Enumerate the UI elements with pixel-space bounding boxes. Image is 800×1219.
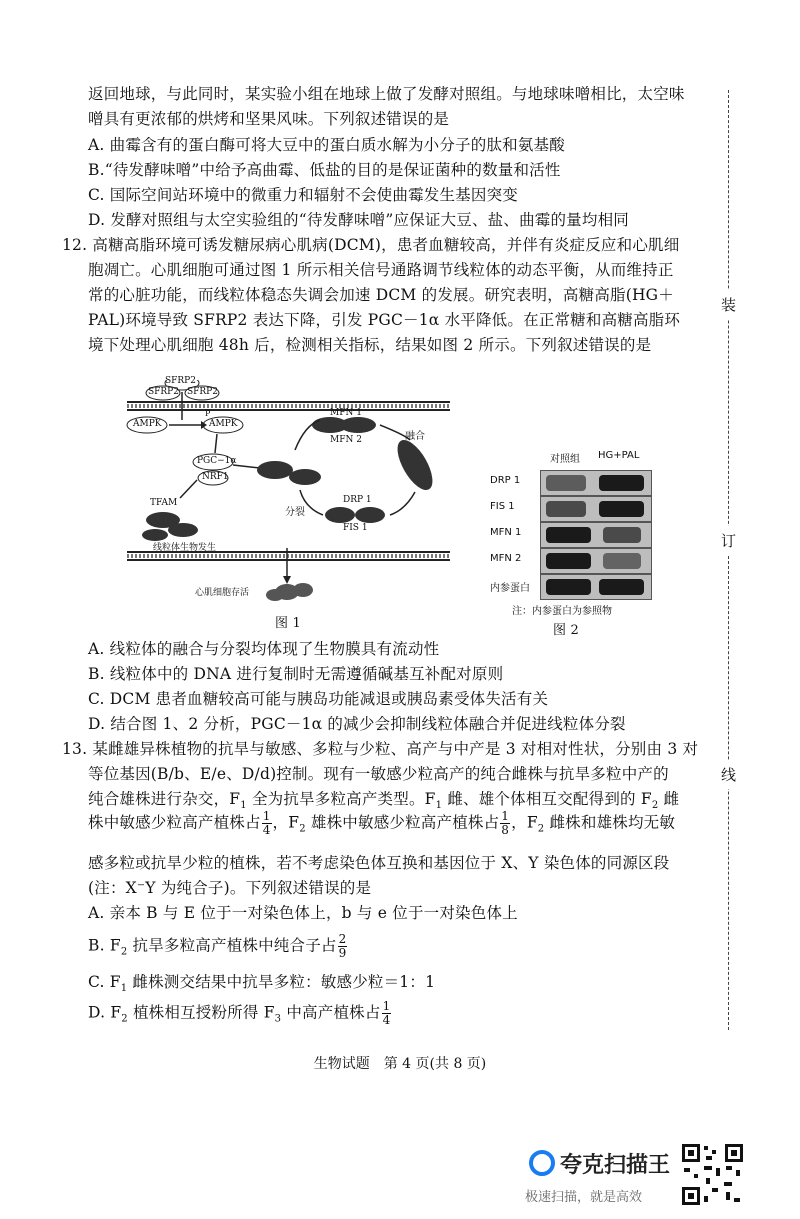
numerator: 2 — [338, 932, 347, 946]
watermark-slogan: 极速扫描，就是高效 — [525, 1190, 643, 1205]
blot-lane — [540, 470, 652, 496]
fig1-pgc: PGC−1α — [197, 456, 237, 466]
fig1-sfrp2-right: SFRP2 — [187, 387, 218, 397]
subscript: 3 — [274, 1013, 282, 1025]
blot-lane — [540, 574, 652, 600]
blot-band — [546, 579, 591, 595]
fig1-nrf1: NRF1 — [202, 472, 229, 482]
q11-option-a: A. 曲霉含有的蛋白酶可将大豆中的蛋白质水解为小分子的肽和氨基酸 — [88, 136, 565, 154]
fig2-col-control: 对照组 — [550, 454, 580, 465]
subscript: 1 — [120, 983, 128, 995]
numerator: 1 — [382, 999, 391, 1013]
q12-option-b: B. 线粒体中的 DNA 进行复制时无需遵循碱基互补配对原则 — [88, 665, 504, 683]
denominator: 8 — [501, 823, 510, 837]
figure-1 — [125, 376, 455, 605]
q13-text: ，F — [511, 813, 538, 832]
q13-line-4 — [88, 810, 675, 837]
fraction-1-4 — [262, 810, 272, 837]
fig1-fusion: 融合 — [405, 431, 425, 442]
q13-text: 雌 — [658, 790, 680, 808]
subscript: 2 — [651, 800, 659, 812]
q12-option-d: D. 结合图 1、2 分析，PGC－1α 的减少会抑制线粒体融合并促进线粒体分裂 — [88, 715, 626, 733]
q13-option-c — [88, 970, 435, 994]
q12-line-2: 胞凋亡。心肌细胞可通过图 1 所示相关信号通路调节线粒体的动态平衡，从而维持正 — [88, 261, 674, 279]
q13-line-1: 13. 某雌雄异株植物的抗旱与敏感、多粒与少粒、高产与中产是 3 对相对性状，分别由 3 对 — [62, 740, 699, 758]
q13-option-b — [88, 933, 348, 960]
binding-label-ding: 订 — [721, 526, 736, 555]
q12-line-5: 境下处理心肌细胞 48h 后，检测相关指标，结果如图 2 所示。下列叙述错误的是 — [88, 336, 652, 354]
blot-band — [546, 553, 591, 569]
fraction-1-8 — [500, 810, 510, 837]
q13-text: 全为抗旱多粒高产类型。F — [246, 790, 436, 808]
blot-band — [599, 501, 644, 517]
fig1-ampk: AMPK — [133, 419, 162, 429]
denominator: 9 — [338, 946, 347, 960]
fig1-phospho: P — [205, 409, 211, 418]
blot-band — [599, 579, 644, 595]
fig1-tfam: TFAM — [150, 498, 178, 508]
fig2-row-fis1 — [490, 496, 650, 522]
fig2-row-internal — [490, 574, 650, 600]
blot-band — [546, 501, 586, 517]
subscript: 2 — [299, 823, 306, 835]
q13-option-d — [88, 1000, 392, 1027]
fig2-row-drp1 — [490, 470, 650, 496]
fig1-mfn2: MFN 2 — [330, 435, 362, 445]
fig1-p-ampk: AMPK — [209, 419, 238, 429]
binding-dashed-line — [728, 90, 729, 1030]
q13-text: C. F — [88, 973, 121, 991]
numerator: 1 — [501, 809, 510, 823]
fig1-fission: 分裂 — [285, 507, 305, 518]
blot-band — [599, 475, 644, 491]
blot-band — [546, 475, 586, 491]
subscript: 1 — [240, 800, 247, 812]
fig1-mfn1: MFN 1 — [330, 408, 362, 418]
page-footer: 生物试题 第 4 页(共 8 页) — [313, 1056, 487, 1072]
figure-2-caption: 图 2 — [553, 623, 580, 638]
watermark-brand: 夸克扫描王 — [560, 1153, 671, 1178]
intro-line-2: 噌具有更浓郁的烘烤和坚果风味。下列叙述错误的是 — [88, 110, 450, 128]
q13-text: 抗旱多粒高产植株中纯合子占 — [127, 936, 337, 955]
fig2-row-label: DRP 1 — [490, 475, 521, 486]
fig2-row-label: MFN 2 — [490, 553, 522, 564]
figure-1-caption: 图 1 — [275, 616, 302, 631]
q11-option-d: D. 发酵对照组与太空实验组的“待发酵味噌”应保证大豆、盐、曲霉的量均相同 — [88, 211, 629, 229]
blot-lane — [540, 522, 652, 548]
q11-option-c: C. 国际空间站环境中的微重力和辐射不会使曲霉发生基因突变 — [88, 186, 518, 204]
fraction-2-9 — [338, 933, 348, 960]
blot-band — [603, 553, 641, 569]
quark-logo-icon — [529, 1150, 555, 1176]
q13-text: ，F — [272, 813, 300, 832]
fig1-sfrp2-top: SFRP2 — [165, 376, 196, 386]
fig1-survival: 心肌细胞存活 — [195, 588, 250, 598]
q12-line-1: 12. 高糖高脂环境可诱发糖尿病心肌病(DCM)，患者血糖较高，并伴有炎症反应和心肌细 — [62, 236, 680, 254]
q13-option-a: A. 亲本 B 与 E 位于一对染色体上，b 与 e 位于一对染色体上 — [88, 904, 518, 922]
q13-text: 中高产植株占 — [281, 1003, 381, 1022]
fig2-row-label: FIS 1 — [490, 501, 515, 512]
q13-text: 纯合雄株进行杂交，F — [88, 790, 241, 808]
q13-line-2: 等位基因(B/b、E/e、D/d)控制。现有一敏感少粒高产的纯合雌株与抗旱多粒中产的 — [88, 765, 669, 783]
q13-text: 植株相互授粉所得 F — [127, 1003, 275, 1022]
intro-line-1: 返回地球，与此同时，某实验小组在地球上做了发酵对照组。与地球味噌相比，太空味 — [88, 85, 685, 103]
fraction-1-4 — [382, 1000, 392, 1027]
q13-text: 雌株测交结果中抗旱多粒：敏感少粒＝1：1 — [127, 973, 436, 991]
fig2-row-mfn1 — [490, 522, 650, 548]
numerator: 1 — [262, 809, 271, 823]
subscript: 2 — [121, 1013, 128, 1025]
scanner-watermark — [525, 1140, 785, 1210]
fig1-sfrp2-left: SFRP2 — [148, 387, 179, 397]
subscript: 2 — [120, 946, 128, 958]
fig1-biogenesis: 线粒体生物发生 — [153, 543, 217, 553]
q11-option-b: B.“待发酵味噌”中给予高曲霉、低盐的目的是保证菌种的数量和活性 — [88, 161, 561, 179]
subscript: 1 — [435, 800, 443, 812]
blot-lane — [540, 496, 652, 522]
q13-line-3 — [88, 787, 679, 811]
fig2-row-label: 内参蛋白 — [490, 583, 530, 594]
fig2-row-label: MFN 1 — [490, 527, 522, 538]
blot-lane — [540, 548, 652, 574]
figure-2 — [490, 450, 650, 640]
fig1-fis1: FIS 1 — [343, 523, 368, 533]
denominator: 4 — [382, 1013, 391, 1027]
q13-text: D. F — [88, 1003, 122, 1022]
q12-line-3: 常的心脏功能，而线粒体稳态失调会加速 DCM 的发展。研究表明，高糖高脂(HG＋ — [88, 286, 674, 304]
fig2-row-mfn2 — [490, 548, 650, 574]
q13-text: 雌株和雄株均无敏 — [544, 813, 676, 832]
fig2-col-hgpal: HG+PAL — [598, 450, 640, 461]
q12-line-4: PAL)环境导致 SFRP2 表达下降，引发 PGC－1α 水平降低。在正常糖和高糖高脂环 — [88, 311, 681, 329]
binding-label-zhuang: 装 — [721, 290, 736, 319]
q12-option-c: C. DCM 患者血糖较高可能与胰岛功能减退或胰岛素受体失活有关 — [88, 690, 549, 708]
fig2-note: 注：内参蛋白为参照物 — [512, 606, 612, 617]
q13-text: 雌、雄个体相互交配得到的 F — [442, 790, 652, 808]
qr-code-icon — [680, 1142, 745, 1207]
subscript: 2 — [537, 823, 545, 835]
binding-label-xian: 线 — [721, 760, 736, 789]
fig1-drp1: DRP 1 — [343, 495, 372, 505]
blot-band — [603, 527, 641, 543]
q13-text: 株中敏感少粒高产植株占 — [88, 813, 261, 832]
denominator: 4 — [262, 823, 271, 837]
q13-text: 雄株中敏感少粒高产植株占 — [305, 813, 500, 832]
blot-band — [546, 527, 591, 543]
q13-line-6: (注：X⁻Y 为纯合子)。下列叙述错误的是 — [88, 879, 372, 897]
q13-text: B. F — [88, 936, 121, 955]
q12-option-a: A. 线粒体的融合与分裂均体现了生物膜具有流动性 — [88, 640, 440, 658]
figure-1-diagram — [125, 380, 455, 605]
q13-line-5: 感多粒或抗旱少粒的植株，若不考虑染色体互换和基因位于 X、Y 染色体的同源区段 — [88, 854, 670, 872]
